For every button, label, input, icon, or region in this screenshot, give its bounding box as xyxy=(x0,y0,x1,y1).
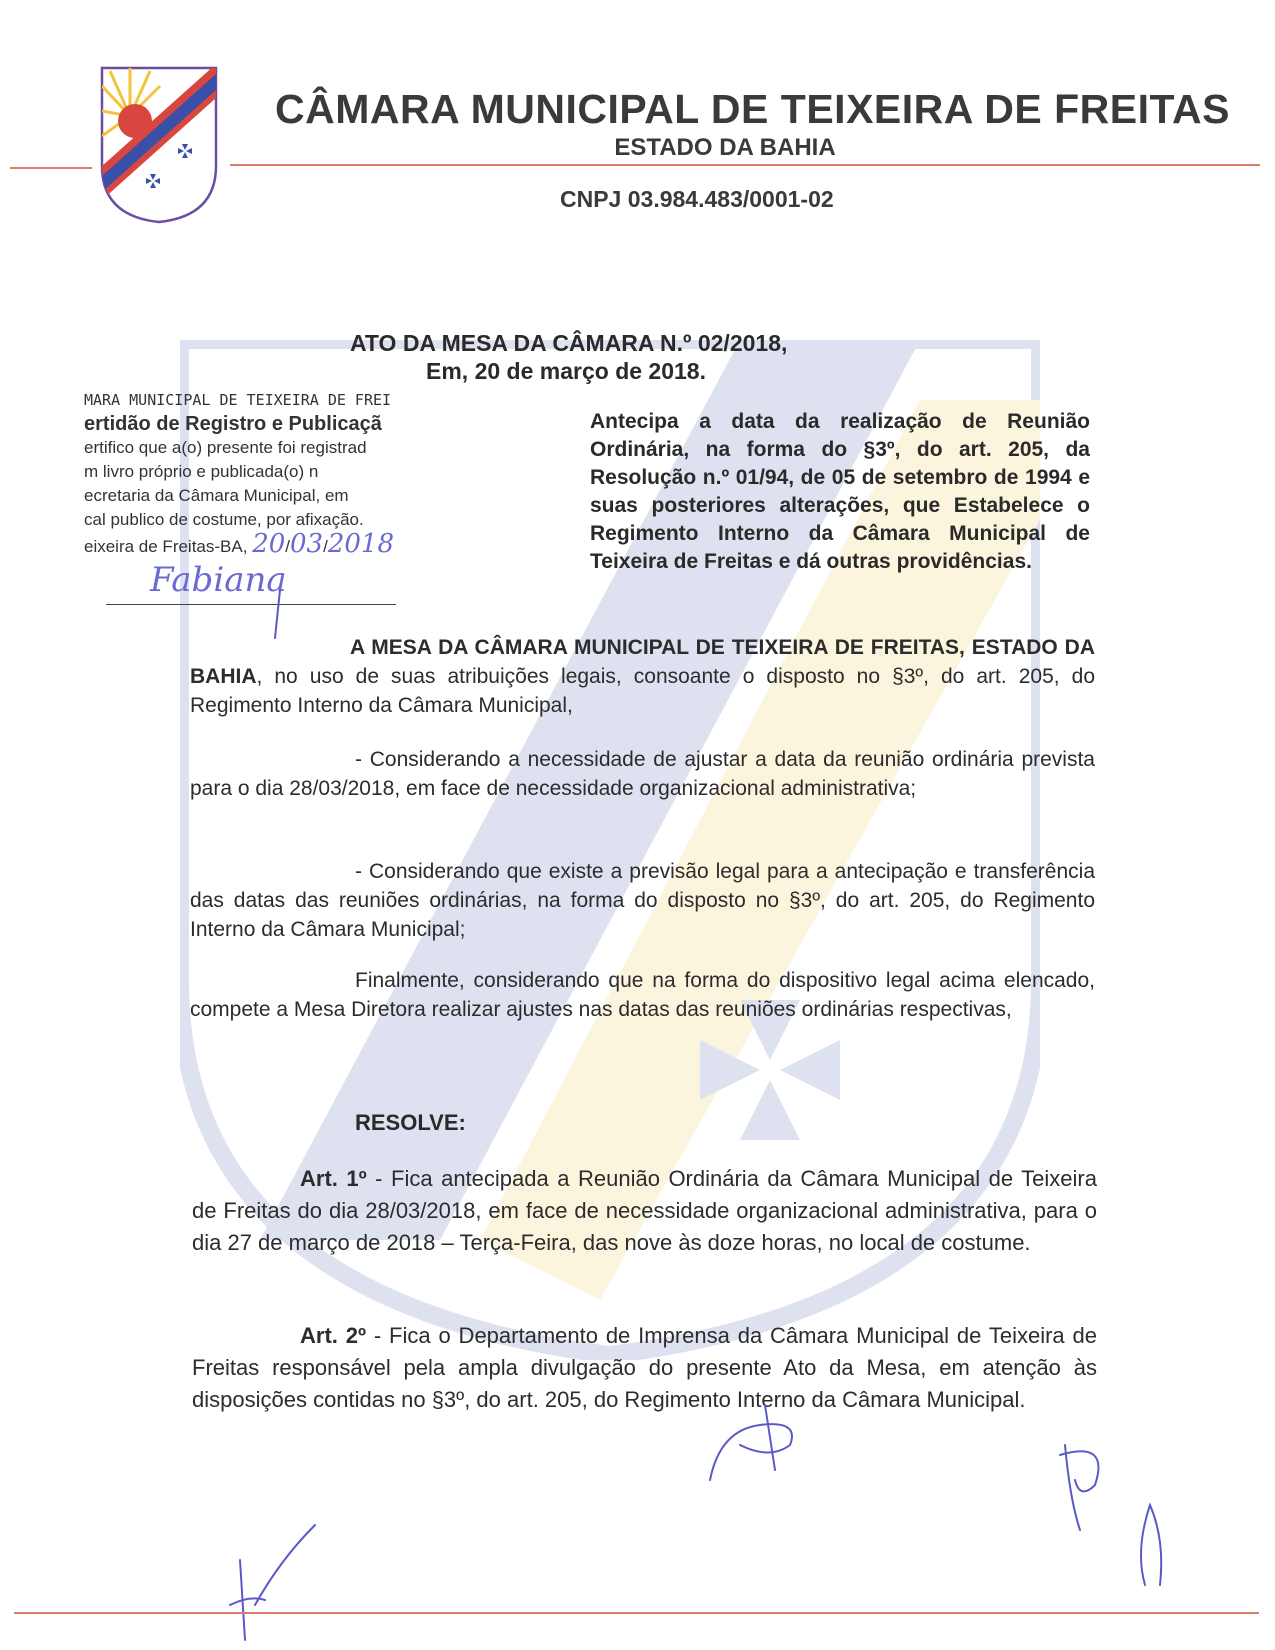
article-1-label: Art. 1º xyxy=(300,1166,367,1191)
article-2-text: - Fica o Departamento de Imprensa da Câmara Municipal de Teixeira de Freitas responsável pela ampla divulgação do presente Ato da Mesa, em atenção às disposições contidas no §3º, do art. 205, do Regimento Interno da Câmara Municipal. xyxy=(192,1323,1097,1412)
stamp-header: MARA MUNICIPAL DE TEIXEIRA DE FREI xyxy=(84,391,392,409)
act-date: Em, 20 de março de 2018. xyxy=(426,358,706,384)
consideration-2-text: - Considerando que existe a previsão legal para a antecipação e transferência das datas das reuniões ordinárias, na forma do disposto no §3º, do art. 205, do Regimento Interno da Câmara Municipal; xyxy=(190,860,1095,941)
preamble-paragraph xyxy=(190,633,1095,720)
stamp-date-day: 20 xyxy=(252,529,286,559)
initials-mark-right-1 xyxy=(1060,1445,1098,1530)
stamp-line: m livro próprio e publicada(o) n xyxy=(84,462,319,481)
consideration-2 xyxy=(190,857,1095,944)
act-title: ATO DA MESA DA CÂMARA N.º 02/2018, xyxy=(350,330,788,356)
stamp-signature-text: Fabiana xyxy=(150,560,287,600)
header-rule-left xyxy=(10,167,92,169)
consideration-1-text: - Considerando a necessidade de ajustar a data da reunião ordinária prevista para o dia 28/03/2018, em face de necessidade organizacional administrativa; xyxy=(190,748,1095,800)
preamble-bold: A MESA DA CÂMARA MUNICIPAL DE TEIXEIRA DE FREITAS, ESTADO DA BAHIA xyxy=(190,636,1095,688)
stamp-line: cal publico de costume, por afixação. xyxy=(84,510,364,529)
preamble-text: , no uso de suas atribuições legais, consoante o disposto no §3º, do art. 205, do Regimento Interno da Câmara Municipal, xyxy=(190,665,1095,717)
consideration-3 xyxy=(190,966,1095,1024)
cnpj-number: CNPJ 03.984.483/0001-02 xyxy=(560,186,834,212)
consideration-1 xyxy=(190,745,1095,803)
stamp-date-month: 03 xyxy=(290,529,324,559)
stamp-line: ertifico que a(o) presente foi registrad xyxy=(84,438,367,457)
registration-stamp xyxy=(84,388,414,559)
act-summary: Antecipa a data da realização de Reunião Ordinária, na forma do §3º, do art. 205, da Resolução n.º 01/94, de 05 de setembro de 1994 e suas posteriores alterações, que Estabelece o Regimento Interno da Câmara Municipal de Teixeira de Freitas e dá outras providências. xyxy=(590,410,1090,573)
article-2 xyxy=(192,1320,1097,1416)
initials-mark-right-2 xyxy=(1141,1505,1161,1585)
council-name-heading: CÂMARA MUNICIPAL DE TEIXEIRA DE FREITAS xyxy=(275,86,1230,132)
stamp-date-year: 2018 xyxy=(327,529,395,559)
consideration-3-text: Finalmente, considerando que na forma do dispositivo legal acima elencado, compete a Mesa Diretora realizar ajustes nas datas das reuniões ordinárias respectivas, xyxy=(190,969,1095,1021)
article-2-label: Art. 2º xyxy=(300,1323,367,1348)
initials-mark-center xyxy=(710,1405,792,1480)
initials-mark-left xyxy=(230,1525,315,1640)
state-subheading: ESTADO DA BAHIA xyxy=(614,134,836,161)
footer-rule xyxy=(14,1612,1259,1614)
article-1 xyxy=(192,1163,1097,1259)
stamp-date-row: eixeira de Freitas-BA, 20/03/2018 xyxy=(84,529,395,559)
stamp-date-label: eixeira de Freitas-BA, xyxy=(84,537,248,556)
municipal-crest-logo xyxy=(100,66,218,224)
stamp-title: ertidão de Registro e Publicaçã xyxy=(84,413,382,435)
stamp-signature xyxy=(96,560,396,630)
stamp-line: ecretaria da Câmara Municipal, em xyxy=(84,486,349,505)
resolve-heading: RESOLVE: xyxy=(355,1110,466,1135)
article-1-text: - Fica antecipada a Reunião Ordinária da Câmara Municipal de Teixeira de Freitas do dia 28/03/2018, em face de necessidade organizacional administrativa, para o dia 27 de março de 2018 – Terça-Feira, das nove às doze horas, no local de costume. xyxy=(192,1166,1097,1255)
header-rule-right xyxy=(230,164,1260,166)
